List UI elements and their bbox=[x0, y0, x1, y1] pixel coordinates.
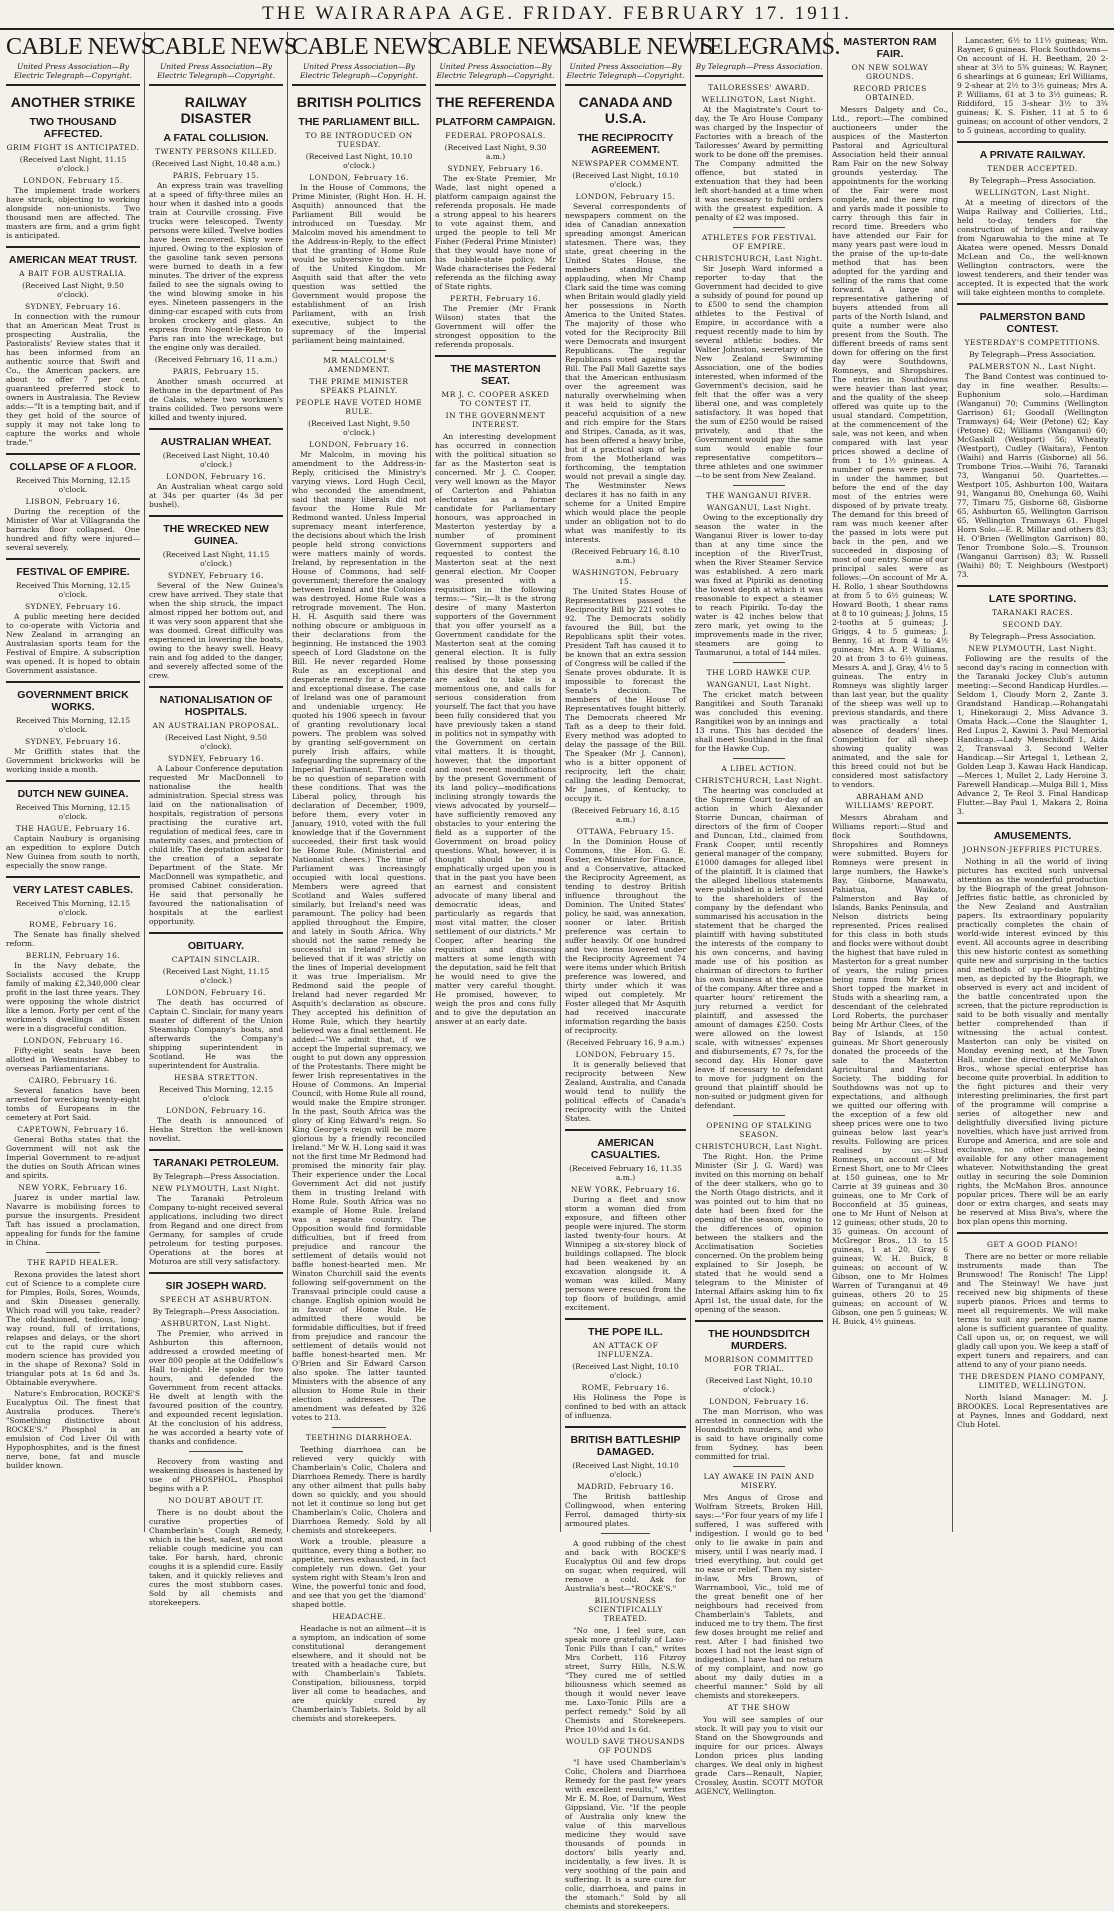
ad-body: Headache is not an ailment—it is a symptom, an indication of some constitutional derangement elsewhere, and it should not be treated with a headache cure, but with Chamberlain's Tablets. Constipation, biliousness, torpid liver all come to headaches, and are quickly cured by Chamberlain's Tablets. Sold by all chemists and storekeepers. bbox=[292, 1624, 426, 1723]
article-body: The United States House of Representatives passed the Reciprocity Bill by 221 votes to 92. The Democrats solidly favoured the Bill, but the Republicans split their votes. President Taft has caused it to be known that an extra session of Congress will be called if the Senate proves obdurate. It is impossible to forecast the Senate's decision. The members of the House of Representatives fought bitterly. The Democrats cheered Mr Taft as a deep to their fold. Every method was adopted to delay the passage of the Bill. The Speaker (Mr J. Cannon), who is a bitter opponent of reciprocity, left the chair, calling the leading Democrat, Mr James, of Kentucky, to occupy it. bbox=[565, 587, 686, 803]
article-title: THE REFERENDA bbox=[435, 94, 555, 110]
ad-title: LAY AWAKE IN PAIN AND MISERY. bbox=[703, 1472, 815, 1490]
article-subtitle: TWENTY PERSONS KILLED. bbox=[155, 147, 277, 156]
received-line: By Telegraph—Press Association. bbox=[969, 176, 1096, 185]
divider bbox=[149, 428, 283, 430]
ad-body: There is no doubt about the curative properties of Chamberlain's Cough Remedy, which is the best, safest, and most reliable cough medicine you can take. For harsh, hard, chronic coughs it is a splendid cure. Easily taken, and it quickly relieves and cures the most stubborn cases. Sold by all chemists and storekeepers. bbox=[149, 1508, 283, 1607]
article-title: FESTIVAL OF EMPIRE. bbox=[16, 566, 130, 578]
article-title: AMERICAN CASUALTIES. bbox=[590, 1137, 661, 1161]
article-title: VERY LATEST CABLES. bbox=[13, 884, 133, 896]
dateline: PARIS, February 15. bbox=[172, 367, 260, 376]
dateline: SYDNEY, February 16. bbox=[447, 164, 544, 173]
article-title: AUSTRALIAN WHEAT. bbox=[160, 436, 272, 448]
article-body: Fifty-eight seats have been allotted in Westminster Abbey to overseas Parliamentarians. bbox=[6, 1046, 140, 1073]
divider bbox=[565, 1318, 686, 1320]
received-line: Received This Morning, 12.15 o'clock. bbox=[15, 476, 131, 494]
article-body: In the Dominion House of Commons, the Hon. G. E. Foster, ex-Minister for Finance, and a Conservative, attacked the Reciprocity Agreement, as tending to destroy British influence throughout the Dominion. The United States' policy, he said, was annexation, sooner or later. British preference was certain to suffer heavily. Of one hundred and two items lowered under the Reciprocity Agreement 74 were items under which British preference was lowered, and thirty under which it was wiped out completely. Mr Foster alleged that Mr Asquith had received inaccurate information regarding the basis of reciprocity. bbox=[565, 837, 686, 1035]
dateline: LONDON, February 16. bbox=[23, 1036, 123, 1045]
article-body: The Band Contest was continued to-day in fine weather. Results:—Euphonium solo.—Hardiman (Wanganui) 70; Cummins (Wellington Garrison) 61; Goodall (Wellington Tramways) 64; Weir (Petone) 62; Kay (Petone) 62; Williams (Wanganui) 60; McGaskill (Westport) 56; Wheatly (Westport), Cudley (Waitara), Fenton (Waihi) and Harris (Gisborne) all 56. Trombone Trios.—Waihi 76, Taranaki 73, Wanganui 50. Quartettes.—Westport 105, Ashburton 100, Waitara 91, Wanganui 80, Onehunga 60, Waihi 77, Timaru 75, Gisborne 68, Gisborne 65, Ashburton 65, Wellington Garrison 65, Wellington Tramways 61. Flugel Horn Solo.—E. R. Millar and others 83; H. O'Brien (Wellington Garrison) 80. Tenor Trombone Solo.—S. Trounson (Wanganui Garrison) 83; W. Russell (Waihi) 80; T. Neighbours (Westport) 73. bbox=[957, 372, 1108, 579]
received-line: (Received Last Night, 10.48 a.m.) bbox=[151, 159, 281, 168]
column-heading: CABLE NEWS bbox=[565, 34, 713, 60]
divider bbox=[332, 1427, 386, 1428]
article-body: At the Magistrate's Court to-day, the Te Aro House Company was charged by the Inspector of Factories with a breach of the Tailoresses' Award by permitting work to be done off the premises. The Company admitted the offence, but stated in extenuation that they had been left short-handed at a time when it was necessary to fulfil orders with the greatest expedition. A penalty of £2 was imposed. bbox=[695, 105, 823, 222]
divider bbox=[6, 780, 140, 782]
received-line: By Telegraph—Press Association. bbox=[969, 350, 1096, 359]
dateline: LISBON, February 16. bbox=[25, 497, 121, 506]
article-body: The ex-State Premier, Mr Wade, last night opened a platform campaign against the referenda proposals. He made a strong appeal to his hearers to vote against them, and urged the people to tell Mr Fisher (Federal Prime Minister) that they would have none of his bubble-state policy. Mr Wade characterises the Federal referenda as the filching away of State rights. bbox=[435, 174, 557, 291]
received-line: Received This Morning, 12.15 o'clock bbox=[158, 1085, 274, 1103]
dateline: LONDON, February 15. bbox=[575, 192, 676, 201]
article-body: The man Morrison, who was arrested in connection with the Houndsditch murders, and who is said to have originally come from Sydney, has been committed for trial. bbox=[695, 1407, 823, 1461]
article-title: MASTERTON RAM FAIR. bbox=[843, 36, 937, 60]
article-body: The hearing was concluded at the Supreme Court to-day of an action in which Alexander Storrie Duncan, chairman of directors of the firm of Cooper and Duncan, Ltd., claimed from Frank Cooper, until recently general manager of the company, £1000 damages for alleged libel of the plaintiff. It is claimed that the alleged libellous statements were published in a letter issued to the shareholders of the company by the defendant who summarised his accusation in the statement that he charged the plaintiff with having substituted the interests of the company to his own concerns, and having made use of his position as chairman of directors to further his own business at the expense of the company. After three and a quarter hours' retirement the jury returned a verdict for plaintiff, and assessed the amount of damages £250. Costs were allowed on the lowest scale, with witnesses' expenses and disbursements, £7 7s, for the second day. His Honor gave leave if necessary to defendant to move for judgment on the ground that plaintiff should be non-suited or judgment given for defendant. bbox=[695, 786, 823, 1110]
dateline: PARIS, February 15. bbox=[172, 171, 260, 180]
ad-footer: THE DRESDEN PIANO COMPANY, LIMITED, WELLINGTON. bbox=[959, 1372, 1106, 1390]
divider bbox=[601, 1533, 649, 1534]
article-title: TAILORESSES' AWARD. bbox=[708, 83, 810, 92]
dateline: SYDNEY, February 16. bbox=[25, 602, 121, 611]
article-body: A Labour Conference deputation requested Mr MacDonnell to nationalise the health administration. Special stress was laid on the nationalisation of hospitals, registration of persons practising the curative art, regulation of medical fees, care in maternity cases, and protection of child life. The deputation asked for the creation of a separate Department of the State. Mr MacDonnell was sympathetic, and promised Cabinet consideration. He said that personally he favoured the nationalisation of hospitals at the earliest opportunity. bbox=[149, 764, 283, 926]
ad-body: Mrs Angus of Grose and Wolfram Streets, Broken Hill, says:—"For four years of my life I suffered, I was suffered with indigestion. I would go to bed only to lie awake in pain and misery, until I was nearly mad. I tried everything, but could get no ease or relief. Then my sister-in-law, Mrs Brown, of Warrnambool, Vic., told me of the great benefit one of her neighbours had received from Chamberlain's Tablets, and induced me to try them. The first few doses brought me relief and rest. After I had finished two boxes I had not the least sign of indigestion. I have had no return of my complaint, and now go about my daily duties in a cheerful manner." Sold by all chemists and storekeepers. bbox=[695, 1493, 823, 1700]
article-title: ATHLETES FOR FESTIVAL OF EMPIRE. bbox=[702, 233, 816, 251]
dateline: LONDON, February 16. bbox=[166, 472, 266, 481]
column-5 bbox=[561, 32, 713, 1911]
article-title: BRITISH BATTLESHIP DAMAGED. bbox=[570, 1434, 681, 1458]
article-body: In the Navy debate, the Socialists accused the Krupp family of making £2,340,000 clear profit in the last three years. They were opposing the whole district like a lemon. Forty per cent of the workmen's dwellings at Essen were in a disgraceful condition. bbox=[6, 961, 140, 1033]
divider bbox=[6, 246, 140, 248]
divider bbox=[733, 662, 784, 663]
column-heading: CABLE NEWS bbox=[6, 34, 154, 60]
ad-body: There are no better or more reliable instruments made than The Brunswood! The Ronisch! The Lipp! and The Steinway! We have just received new big shipments of these superb pianos. Prices and terms to meet all requirements. We will make terms to suit any person. The name alone is sufficient guarantee of quality. Call upon us, or, on request, we will gladly call upon you. We keep a staff of expert tuners and repairers, and can attend to any of your piano needs. bbox=[957, 1252, 1108, 1369]
article-body: The British battleship Collingwood, when entering Ferrol, damaged thirty-six armoured plates. bbox=[565, 1492, 686, 1528]
article-body: The Premier, who arrived in Ashburton this afternoon, addressed a crowded meeting of over 800 people at the Oddfellow's Hall to-night. He spoke for two hours, and defended the Government from recent attacks. He dwelt at length with the favoured position of the country, and expounded recent legislation. At the conclusion of his address, he was accorded a hearty vote of thanks and confidence. bbox=[149, 1329, 283, 1446]
received-line: Received This Morning, 12.15 o'clock. bbox=[15, 716, 131, 734]
article-body: Captain Naubury is organising an expedition to explore Dutch New Guinea from south to north, especially the snow range. bbox=[6, 834, 140, 870]
article-body: It is generally believed that reciprocity between New Zealand, Australia, and Canada would tend to nullify the political effects of Canada's reciprocity with the United States. bbox=[565, 1060, 686, 1123]
article-body: Messrs Abraham and Williams report:—Stud and flock Southdowns, Shropshires and Romneys were submitted. Buyers for Romneys were present in large numbers, the Hawke's Bay, Gisborne, Manawatu, Pahiatua, Waikato, Palmerston and Bay of Islands, Banks Peninsula, and Nelson districts being represented. Prices realised for this class in both studs and flocks were without doubt the highest that have ruled in Masterton for a great number of years, the ruling prices being rams from Mr Ernest Short topped the market in Studs with a shearling ram, a descendant of the celebrated Lord Roberts, the purchaser being Mr Arthur Clees, of the Bay of Islands, at 150 guineas. Mr Short generously donated the proceeds of the sale to the Masterton Agricultural and Pastoral Society. The bidding for Southdowns was not up to expectations, and although we quitted our offering with the exception of a few old sheep prices were one to two guineas below last year's results. Following are prices realised by us:—Stud Romneys, on account of Mr Ernest Short, one to Mr Clees at 150 guineas, one to Mr Carrie at 39 guineas and 30 guineas, one to Mr Cork of Bocconfield at 35 guineas, one to Mr Hunt of Nelson at 12 guineas; other studs, 20 to 35 guineas. On account of McGregor Bros., 13 to 15 guineas, 1 at 20, Gray 6 guineas; W. H. Buick, 8 guineas; on account of W. Gibson, one to Mr Holmes Warren of Turanganui at 49 guineas, others 20 to 25 guineas; on account of W. Gibson, one pen 5 guineas; W. H. Buick, 4½ guineas. bbox=[832, 813, 948, 1326]
ad-body: North Island Manager: M. J. BROOKES. Local Representatives are at Paynes, Innes and Goddard, next Club Hotel. bbox=[957, 1393, 1108, 1429]
ad-title: HEADACHE. bbox=[332, 1612, 386, 1621]
ad-title: WOULD SAVE THOUSANDS OF POUNDS bbox=[565, 1737, 686, 1755]
masthead bbox=[0, 0, 1114, 30]
article-body: Another smash occurred at Bethune in the department of Pas de Calais, where two workmen's trains collided. Two persons were killed and twenty injured. bbox=[149, 377, 283, 422]
article-body: Lancaster, 6½ to 11½ guineas; Wm. Rayner, 6 guineas. Flock Southdowns—On account of H. H. Beetham, 20 2-shear at 3½ to 5¾ guineas; W. Rayner, 6 shearlings at 6 guineas; Erl Williams, 9 2-shear at 2½ to 3½ guineas; Mrs A. P. Williams, 61 at 3 to 3½ guineas; R. Riddiford, 15 3-shear 3½ to 3¾ guineas; K. S. Fisher, 11 at 5 to 6 guineas; on account of other vendors, 2 to 5 guineas, according to quality. bbox=[957, 36, 1108, 135]
article-subtitle: PLATFORM CAMPAIGN. bbox=[435, 116, 556, 128]
divider bbox=[149, 1272, 283, 1274]
dateline: CAPETOWN, February 16. bbox=[17, 1125, 129, 1134]
dateline: OTTAWA, February 15. bbox=[576, 827, 675, 836]
dateline: WELLINGTON, Last Night. bbox=[701, 95, 817, 104]
article-subtitle: HESBA STRETTON. bbox=[174, 1073, 258, 1082]
article-body: An interesting development has occurred in connection with the political situation so far as the Masterton seat is concerned. Mr J. C. Cooper, very well known as the Mayor of Carterton and Pahiatua electorates as a former candidate for Parliamentary honours, was approached in Masterton yesterday by a number of prominent Government supporters and requested to contest the Masterton seat at the next general election. Mr Cooper was presented with a requisition in the following terms:— "Sir,—It is the strong desire of many Masterton supporters of the Government that you offer yourself as a Government candidate for the Masterton seat at the coming general election. It is fully realised by those possessing this desire that the step you are asked to take is a momentous one, and calls for serious consideration from yourself. The fact that you have been fully considered that you have previously taken a stand in politics not in sympathy with the Government on certain vital matters. It is thought, however, that the important and most recent modifications by the present Government of its land policy—modifications inclining strongly towards the views advocated by yourself—have sufficiently removed any obstacles to your entering the field as a supporter of the Government on broad policy questions. What, however, it is thought should be most emphatically urged upon you is that in the past you have been an earnest and consistent advocate of many liberal and democratic ideas, and particularly as regards that most vital matter, the closer settlement of our districts." Mr Cooper, after hearing the requisition and discussing matters at some length with the deputation, said he felt that he would need to give the matter very careful thought. He promised, however, to weigh the pros and cons fully and to give the deputation an answer at an early date. bbox=[435, 432, 556, 1026]
article-subtitle: THE RECIPROCITY AGREEMENT. bbox=[577, 132, 674, 156]
received-line: (Received Last Night, 10.10 o'clock.) bbox=[572, 1461, 679, 1479]
dateline: WASHINGTON, February 15. bbox=[572, 568, 679, 586]
article-title: THE LORD HAWKE CUP. bbox=[706, 668, 812, 677]
received-line: (Received Last Night, 9.30 a.m.) bbox=[444, 143, 547, 161]
article-title: COLLAPSE OF A FLOOR. bbox=[9, 461, 137, 473]
article-body: Following are the results of the second day's racing in connection with the Taranaki Jockey Club's autumn meeting:—Second Handicap Hurdles.—Seldom 1, Cloudy Morn 2, Zante 3. Grandstand Handicap.—Rohangatahi 1, Hinekoraugi 2, Miss Advance 3. Omata Hack.—Cone the Slaughter 1, Red Lupus 2, Kawini 3. Paul Memorial Handicap.—Lady Menschikoff 1, Aida 2, Transvaal 3. Second Welter Handicap.—Sir Artegal 1, Lethean 2, Golden Leap 3. Kawau Hack Handicap.—Merces 1, Mullet 2, Lady Heroine 3. Farewell Handicap.—Mulga Bill 1, Miss Advance 2, Te Reol 3. Final Handicap Flutter.—Bay Paul 1, Makara 2, Roina 3. bbox=[957, 654, 1108, 816]
divider bbox=[149, 1149, 283, 1151]
dateline: CHRISTCHURCH, Last Night. bbox=[695, 776, 823, 785]
divider bbox=[733, 758, 784, 759]
dateline: ASHBURTON, Last Night. bbox=[160, 1319, 272, 1328]
dateline: SYDNEY, February 16. bbox=[168, 754, 264, 763]
article-subtitle: SECOND DAY. bbox=[1002, 620, 1063, 629]
article-subtitle: MR MALCOLM'S AMENDMENT. bbox=[323, 356, 395, 374]
article-title: DUTCH NEW GUINEA. bbox=[17, 788, 129, 800]
article-body: General Botha states that the Government will not ask the Imperial Government to re-adjust the duties on South African wines and spirits. bbox=[6, 1135, 140, 1180]
article-subtitle: TO BE INTRODUCED ON TUESDAY. bbox=[305, 131, 413, 149]
article-subtitle: THE PRIME MINISTER SPEAKS PLAINLY. bbox=[309, 377, 409, 395]
dateline: SYDNEY, February 16. bbox=[25, 737, 121, 746]
ad-body: Recovery from wasting and weakening diseases is hastened by use of PHOSPHOL. Phosphol begins with a P. bbox=[149, 1457, 283, 1493]
byline: United Press Association—By Electric Telegraph—Copyright. bbox=[149, 62, 283, 86]
article-title: THE HOUNDSDITCH MURDERS. bbox=[708, 1328, 810, 1352]
article-body: Several correspondents of newspapers comment on the idea of Canadian annexation spreading amongst American statesmen. There was, they state, great cheering in the United States House, the members standing and applauding, when Mr Champ Clark said the time was coming when Britain would gladly yield her possessions in North America to the United States. The majority of those who voted for the Reciprocity Bill were Democrats and insurgent Republicans. The regular Republicans voted against the Bill. The Pall Mall Gazette says that the American enthusiasm over the agreement was naturally overwhelming when it was held to signify the peaceful acquisition of a new and rich empire for the Stars and Stripes. Canada, as it was, has been offered a heavy bribe, but if a practical sign of help from the Motherland was forthcoming, the temptation would not prevail a single day. The Westminster News declares it has no faith in any scheme for a United Empire which would place the people under an obligation not to do what was manifestly to its interests. bbox=[565, 202, 686, 544]
byline: United Press Association—By Electric Telegraph—Copyright. bbox=[565, 62, 686, 86]
article-title: SIR JOSEPH WARD. bbox=[165, 1280, 267, 1292]
divider bbox=[6, 876, 140, 878]
received-line: (Received Last Night, 10.10 o'clock.) bbox=[572, 1362, 679, 1380]
ad-body: A good rubbing of the chest and back with ROCKE'S Eucalyptus Oil and few drops on sugar, when required, will remove a cold. Ask for Australia's best—"ROCKE'S." bbox=[565, 1539, 686, 1593]
column-3 bbox=[288, 32, 440, 1723]
dateline: NEW YORK, February 16. bbox=[18, 1183, 128, 1192]
byline: By Telegraph—Press Association. bbox=[695, 62, 823, 77]
article-subtitle: CAPTAIN SINCLAIR. bbox=[171, 955, 261, 964]
dateline: ROME, February 16. bbox=[581, 1383, 670, 1392]
article-subtitle: AN AUSTRALIAN PROPOSAL. bbox=[152, 721, 280, 730]
column-1 bbox=[2, 32, 154, 1532]
article-body: The death has occurred of Captain C. Sinclair, for many years master of different of the Union Steamship Company's boats, and afterwards the Company's shipping superintendent in Scotland. He was the superintendent for Australia. bbox=[149, 998, 283, 1070]
article-title: LATE SPORTING. bbox=[988, 593, 1077, 605]
article-body: His Holiness the Pope is confined to bed with an attack of influenza. bbox=[565, 1393, 686, 1420]
column-2 bbox=[145, 32, 297, 1607]
dateline: ROME, February 16. bbox=[29, 920, 117, 929]
divider bbox=[149, 932, 283, 934]
divider bbox=[149, 686, 283, 688]
divider bbox=[957, 585, 1108, 587]
article-body: The implement trade workers have struck, objecting to working alongside non-unionists. Two thousand men are affected. The masters are firm, and a grim fight is anticipated. bbox=[6, 186, 140, 240]
column-6 bbox=[691, 32, 840, 1796]
byline: United Press Association—By Electric Telegraph—Copyright. bbox=[292, 62, 426, 86]
article-body: The Taranaki Petroleum Company to-night received several applications, including two direct from Regand and one direct from Germany, for samples of crude petroleum for testing purposes. Operations at the bores at Moturoa are still very satisfactory. bbox=[149, 1194, 283, 1266]
article-subtitle: A BAIT FOR AUSTRALIA. bbox=[19, 269, 127, 278]
article-body: At a meeting of directors of the Waipa Railway and Collieries, Ltd., held to-day, tenders for the construction of bridges and railway from Ngaruwahia to the mine at Te Akatea were opened. Messrs Donald McLean and Co., the well-known Wellington contractors, were the lowest tenderers, and their tender was accepted. It is expected that the work will take eighteen months to complete. bbox=[957, 198, 1108, 297]
article-body: Messrs Dalgety and Co., Ltd., report:—The combined auctioneers under the auspices of the Masterton Pastoral and Agricultural Association held their annual Ram Fair on the new Solway grounds yesterday. The appointments for the working of the Fair were most complete, and the new ring and yards made it possible to carry through this fair in record time. Breeders who have attended our Fair for many years past were loud in the praise of the up-to-date method that has been adopted for the yarding and selling of the rams that come forward. A large and representative gathering of buyers attended from all parts of the North Island, and quite a number were also present from the South. The different breeds of rams sent down for offering on the first day were Southdowns, Romneys, and Shropshires. The entries in Southdowns were heavier than last year, and the quality of the sheep offered was quite up to the usual standard. Competition, at the commencement of the sale, was not keen, and when compared with last year prices showed a decline of from 1 to 1½ guineas. A number of pens were passed in under the hammer, but before the end of the day most of the entries were disposed of by private treaty. The demand for this breed of ram was much keener after the passed in lots were put back in the pen, and we succeeded in disposing of most of our entry. Some of our principal sales were as follows:—On account of Mr A. H. Rollo, 1 shear Southdowns at from 5 to 6½ guineas; W. Howard Booth, 1 shear rams at 8 to 10 guineas; J. Johns, 15 2-tooths at 5 guineas; J. Griggs, 4 to 5 guineas; J. Benny, 16 at from 4 to 4½ guineas; Mrs A. P. Williams, 20 at from 3 to 6½ guineas. Messrs A. and J. Gray, 4½ to 5 guineas. The entry in Romneys was slightly larger than last year, but the quality of the sheep was well up to previous standards, and there was practically a total absence of deaders' lines. Competition for all sheep showing quality was animated, and the sale for this breed could not but be considered most satisfactory to vendors. bbox=[832, 105, 948, 789]
dateline: LONDON, February 16. bbox=[309, 173, 409, 182]
received-line: (Received Last Night, 10.10 o'clock.) bbox=[572, 171, 679, 189]
divider bbox=[733, 1115, 784, 1116]
received-line: Received This Morning, 12.15 o'clock. bbox=[15, 899, 131, 917]
article-body: The cricket match between Rangitikei and South Taranaki was concluded this evening. Rangitikei won by an innings and 13 runs. This has decided the shall meet Southland in the final for the Hawke Cup. bbox=[695, 690, 823, 753]
received-line: (Received Last Night, 10.40 o'clock.) bbox=[162, 451, 270, 469]
received-line: (Received Last Night, 11.15 o'clock.) bbox=[162, 967, 270, 985]
column-4 bbox=[431, 32, 583, 1532]
dateline: LONDON, February 16. bbox=[166, 988, 266, 997]
dateline: LONDON, February 16. bbox=[309, 440, 409, 449]
column-heading: TELEGRAMS. bbox=[695, 34, 840, 60]
received-line: Received This Morning, 12.15 o'clock. bbox=[15, 803, 131, 821]
article-title: AMUSEMENTS. bbox=[993, 830, 1072, 842]
article-title: NATIONALISATION OF HOSPITALS. bbox=[159, 694, 273, 718]
article-body: The Senate has finally shelved reform. bbox=[6, 930, 140, 948]
article-subtitle: RECORD PRICES OBTAINED. bbox=[853, 84, 927, 102]
dateline: LONDON, February 15. bbox=[575, 1050, 676, 1059]
ad-body: "I have used Chamberlain's Colic, Cholera and Diarrhoea Remedy for the past few years with excellent results," writes Mr E. M. Roe, of Darnum, West Gippsland, Vic. "If the people of Australia only knew the value of this marvellous medicine they would save thousands of pounds in doctors' bills yearly and, incidentally, a few lives. It is very soothing of the pain and suffering. It is a sure cure for colic, diarrhoea, and pains in the stomach." Sold by all chemists and storekeepers. bbox=[565, 1758, 686, 1911]
article-subtitle: TARANAKI RACES. bbox=[991, 608, 1074, 617]
article-title: ABRAHAM AND WILLIAMS' REPORT. bbox=[845, 792, 935, 810]
article-subtitle: THE PARLIAMENT BILL. bbox=[298, 116, 420, 128]
article-title: ANOTHER STRIKE bbox=[10, 94, 136, 110]
dateline: CAIRO, February 16. bbox=[28, 1076, 118, 1085]
received-line: By Telegraph—Press Association. bbox=[152, 1172, 280, 1181]
divider bbox=[332, 350, 386, 351]
column-heading: CABLE NEWS bbox=[292, 34, 440, 60]
divider bbox=[435, 355, 556, 357]
divider bbox=[189, 1451, 243, 1452]
dateline: NEW PLYMOUTH, Last Night. bbox=[151, 1184, 281, 1193]
divider bbox=[565, 1129, 686, 1131]
ad-body: Rexona provides the latest short cut of Science to a complete cure for Pimples, Boils, Sores, Wounds, and Skin Diseases generally. Which road will you take, reader? The old-fashioned, tedious, long-way round, full of irritations, relapses and delays, or the short cut to the rapid cure which modern science has provided you in the shape of Rexona? Sold in triangular pots at 1s 6d and 3s. Obtainable everywhere. bbox=[6, 1270, 140, 1387]
article-subtitle: SPEECH AT ASHBURTON. bbox=[159, 1295, 273, 1304]
received-line: (Received Last Night, 9.50 o'clock). bbox=[22, 281, 124, 299]
article-title: THE POPE ILL. bbox=[588, 1326, 663, 1338]
ad-title: GET A GOOD PIANO! bbox=[987, 1240, 1078, 1249]
masthead-title: THE WAIRARAPA AGE. FRIDAY. FEBRUARY 17. 1911. bbox=[262, 3, 852, 24]
article-subtitle: ON NEW SOLWAY GROUNDS. bbox=[851, 63, 929, 81]
dateline: LONDON, February 16. bbox=[166, 1106, 266, 1115]
ad-title: TEETHING DIARRHOEA. bbox=[305, 1433, 413, 1442]
divider bbox=[957, 1232, 1108, 1234]
ad-body: You will see samples of our stock. It will pay you to visit our Stand on the Showgrounds and inquire for our prices. Always London prices plus landing charges. We deal only in highest grade Cars—Renault, Napier, Crossley, Austin. SCOTT MOTOR AGENCY, Wellington. bbox=[695, 1715, 823, 1796]
divider bbox=[46, 1252, 100, 1253]
ad-body: Nature's Embrocation, ROCKE'S Eucalyptus Oil. The finest that Australia produces. There's "Something distinctive about ROCKE'S." Phosphol is an emulsion of Cod Liver Oil with Hypophosphites, and is the finest nerve, bone, fat and muscle builder known. bbox=[6, 1389, 140, 1470]
received-line: (Received Last Night, 9.50 o'clock.) bbox=[308, 419, 410, 437]
ad-title: THE RAPID HEALER. bbox=[27, 1258, 119, 1267]
dateline: SYDNEY, February 16. bbox=[25, 302, 121, 311]
article-body: During the reception of the Minister of War at Villagranda the barracks floor collapsed. One hundred and fifty were injured—several severely. bbox=[6, 507, 140, 552]
article-subtitle: YESTERDAY'S COMPETITIONS. bbox=[964, 338, 1101, 347]
divider bbox=[733, 227, 784, 228]
article-title: A LIBEL ACTION. bbox=[721, 764, 797, 773]
article-subtitle: AN ATTACK OF INFLUENZA. bbox=[592, 1341, 659, 1359]
divider bbox=[6, 681, 140, 683]
newspaper-columns bbox=[2, 32, 1112, 1911]
byline: United Press Association—By Electric Telegraph—Copyright. bbox=[435, 62, 556, 86]
article-title: GOVERNMENT BRICK WORKS. bbox=[17, 689, 129, 713]
dateline: PALMERSTON N., Last Night. bbox=[968, 362, 1097, 371]
article-subtitle: MORRISON COMMITTED FOR TRIAL. bbox=[704, 1355, 814, 1373]
article-title: CANADA AND U.S.A. bbox=[578, 94, 673, 126]
article-body: The Premier (Mr Frank Wilson) states that the Government will offer the strongest opposition to the referenda proposals. bbox=[435, 304, 556, 349]
column-heading: CABLE NEWS bbox=[149, 34, 297, 60]
article-body: The Right. Hon. the Prime Minister (Sir J. G. Ward) was invited on this morning on behalf of the deer stalkers, who go to the North Otago districts, and it was pointed out to him that no date had been fixed for the opening of the season, owing to the differences of opinion between the stalkers and the Acclimatisation Societies concerned. On the problem being explained to Sir Joseph, he stated that he would send a telegram to the Minister of Internal Affairs asking him to fix April 1st, the usual date, for the opening of the season. bbox=[695, 1152, 823, 1314]
article-title: OBITUARY. bbox=[187, 940, 245, 952]
dateline: CHRISTCHURCH, Last Night. bbox=[695, 254, 823, 263]
article-body: Mr Griffith states that the Government brickworks will be working inside a month. bbox=[6, 747, 140, 774]
article-title: BRITISH POLITICS bbox=[296, 94, 422, 110]
article-body: Juarez is under martial law. Navarre is mobilising forces to pursue the insurgents. President Taft has issued a proclamation, appealing for funds for the famine in China. bbox=[6, 1193, 140, 1247]
ad-title: BILIOUSNESS SCIENTIFICALLY TREATED. bbox=[588, 1596, 663, 1623]
article-body: During a fleet and snow storm a woman died from exposure, and fifteen other people were injured. The storm lasted twenty-four hours. At Winnipeg a six-storey block of buildings collapsed. The block had been weakened by an excavation alongside it. A woman was killed. Many persons were rescued from the top floors of buildings, amid excitement. bbox=[565, 1195, 686, 1312]
article-subtitle: TENDER ACCEPTED. bbox=[987, 164, 1078, 173]
dateline: MADRID, February 16. bbox=[576, 1482, 675, 1491]
article-body: In connection with the rumour that an American Meat Trust is prospecting Australia, the Pastoralists' Review states that it has been informed from an authentic source that Swift and Co., the American packers, are about to offer 7 per cent. guaranteed preferred stock to owners in Australasia. The Review adds:—"It is a tempting bait, and if they get hold of the source of supply it may not take long to capture the works and whole trade." bbox=[6, 312, 140, 447]
article-subtitle: JOHNSON-JEFFRIES PICTURES. bbox=[962, 845, 1103, 854]
dateline: WELLINGTON, Last Night. bbox=[975, 188, 1090, 197]
article-body: A public meeting here decided to co-operate with Victoria and New Zealand in arranging an Australasian sports team for the Festival of Empire. A subscription was opened. It is hoped to obtain Government assistance. bbox=[6, 612, 140, 675]
received-line: (Received Last Night, 11.15 o'clock.) bbox=[162, 550, 270, 568]
column-8 bbox=[953, 32, 1112, 1532]
article-body: An express train was travelling at a speed of fifty-three miles an hour when it dashed into a goods train at Courville crossing. Five trucks were telescoped. Twenty persons were killed. Twelve bodies have been recovered. Sixty were injured. Owing to the explosion of the gasoline tank seven persons were burned to death in a few minutes. The driver of the express failed to see the signals owing to the wind blowing smoke in his eyes. Nineteen passengers in the dining-car escaped with cuts from broken crockery and glass. An express from Nogent-le-Retron to Paris ran into the wreckage, but the engine only was derailed. bbox=[149, 181, 283, 352]
received-line: (Received Last Night, 11.15 o'clock.) bbox=[19, 155, 127, 173]
article-subtitle: NEWSPAPER COMMENT. bbox=[571, 159, 680, 168]
article-subtitle: PEOPLE HAVE VOTED HOME RULE. bbox=[295, 398, 423, 416]
divider bbox=[149, 515, 283, 517]
article-subtitle: A FATAL COLLISION. bbox=[163, 132, 269, 144]
article-body: In the House of Commons, the Prime Minister, (Right Hon. H. H. Asquith) announced that the Parliament Bill would be introduced on Tuesday. Mr Malcolm moved his amendment to the Address-in-Reply, to the effect that the granting of Home Rule would be subversive to the union of the United Kingdom. Mr Asquith said that after the veto question was settled the Government would propose the establishment of an Irish Parliament, with an Irish executive, subject to the supremacy of the Imperial parliament being maintained. bbox=[292, 183, 426, 345]
dateline: WANGANUI, Last Night. bbox=[706, 680, 812, 689]
divider bbox=[957, 303, 1108, 305]
article-body: Mr Malcolm, in moving his amendment to the Address-in-Reply, criticised the Ministry's varying views. Lord Hugh Cecil, who seconded the amendment, said that many liberals did not favour the Home Rule Mr Redmond wanted. Unless Imperial supremacy meant interference, the decisions about which the Irish people held strong convictions were matters mainly of words. Ireland, by representation in the House of Commons, had self-government; therefore the analogy between Ireland and the Colonies was destroyed. Home Rule was a retrograde movement. The Hon. H. H. Asquith said there was nothing obscure or ambiguous in their declarations from the beginning. He instanced the 1903 speech of Lord Gladstone on the Bill. He never regarded Home Rule as an exceptional and desperate remedy for a desperate and exceptional disease. The case of Ireland was one of paramount and undeniable urgency. He quoted his 1906 speech in favour of granting revolutionary local powers. The problem was solved by granting self-government on purely Irish affairs, while safeguarding the supremacy of the Imperial Parliament. There could be no question of separation with these conditions. That was the Liberal policy, through his declaration of December, 1909, before them, every voter in January, 1910, voted with the full knowledge that if the Government succeeded, their first task would be Home Rule. (Ministerial and Nationalist cheers.) The time of Parliament was increasingly occupied with local questions. Members were agreed that Scotland and Wales suffered similarly, but Ireland's need was paramount. The policy had been applied throughout the Empire, and lately in South Africa. Why should not the same remedy be successful in Ireland? He also believed that if it was strictly on the lines of Imperial development it was true Imperialism. Mr Redmond said the people of Ireland had never regarded Mr Asquith's declaration as obscure. They accepted his definition of Home Rule, which they heartily believed was a final settlement. He added:—"We admit that, if we accept the Imperial supremacy, we ought to put down any oppression of the Protestants. There might be fewer Irish representatives in the House of Commons. An Imperial Council, with Home Rule all round, would make the Empire stronger. In the past, South Africa was the glory of King Edward's reign. So King George's reign will be more glorious by a friendly reconciled Ireland." Mr W. H. Long said it was not the first time Mr Redmond had promised the minority fair play. Their experience under the Local Government Act did not justify them in trusting Ireland with Home Rule. South Africa was no example of Home Rule. Ireland was a separate country. The Opposition would find formidable difficulties, but if freed from prejudice and rancour the settlement of details would not baffle honest-hearted men. Mr Winston Churchill said the events following self-government on the Transvaal principle could cause a change. English opinion would be in favour of Home Rule. He admitted there would be formidable difficulties, but if freed from prejudice and rancour the settlement of details would not baffle honest-hearted men. Mr O'Brien and Sir Edward Carson also spoke. The latter taunted Ministers with the absence of any allusion to Home Rule in their election addresses. The amendment was defeated by 326 votes to 213. bbox=[292, 450, 427, 1422]
article-body: Sir Joseph Ward informed a reporter to-day that the Government had decided to give a subsidy of pound for pound up to £500 to send the champion athletes to the Festival of Empire, in accordance with a request recently made to him by several athletic bodies. Mr Walter Johnston, secretary of the New Zealand Swimming Association, one of the bodies interested, when informed of the Government's decision, said he felt that the offer was a very liberal one, and was completely satisfactory. It was hoped that the sum of £250 would be raised privately, and that the Government would pay the same sum would enable four representative competitors—three athletes and one swimmer—to be sent from New Zealand. bbox=[695, 264, 823, 480]
article-body: Several of the New Guinea's crew have arrived. They state that when the ship struck, the impact almost ripped her bottom out, and it was very soon apparent that she was doomed. Great difficulty was experienced in lowering the boats, owing to the heavy swell. Heavy rain and fog added to the danger, and severely affected some of the crew. bbox=[149, 581, 283, 680]
article-title: AMERICAN MEAT TRUST. bbox=[8, 254, 138, 266]
received-line: (Received Last Night, 10.10 o'clock.) bbox=[305, 152, 413, 170]
divider bbox=[565, 1426, 686, 1428]
divider bbox=[957, 822, 1108, 824]
article-subtitle: MR J. C. COOPER ASKED TO CONTEST IT. bbox=[441, 390, 550, 408]
divider bbox=[957, 141, 1108, 143]
received-line: (Received February 16, 11 a.m.) bbox=[154, 355, 278, 364]
received-line: (Received February 16, 9 a.m.) bbox=[566, 1038, 685, 1047]
dateline: PERTH, February 16. bbox=[450, 294, 541, 303]
ad-body: "No one, I feel sure, can speak more gratefully of Laxo-Tonic Pills than I can," writes Mrs Corbett, 116 Fitzroy street, Surry Hills, N.S.W. "They cured me of settled biliousness which seemed as though it would never leave me. Laxo-Tonic Pills are a perfect remedy." Sold by all Chemists and Storekeepers. Price 10½d and 1s 6d. bbox=[565, 1626, 686, 1734]
article-title: PALMERSTON BAND CONTEST. bbox=[979, 311, 1086, 335]
article-body: An Australian wheat cargo sold at 34s per quarter (4s 3d per bushel). bbox=[149, 482, 283, 509]
divider bbox=[6, 453, 140, 455]
article-title: OPENING OF STALKING SEASON. bbox=[706, 1121, 812, 1139]
divider bbox=[6, 558, 140, 560]
column-heading: CABLE NEWS bbox=[435, 34, 583, 60]
article-subtitle: FEDERAL PROPOSALS. bbox=[445, 131, 546, 140]
article-subtitle: IN THE GOVERNMENT INTEREST. bbox=[445, 411, 546, 429]
dateline: THE HAGUE, February 16. bbox=[15, 824, 131, 833]
dateline: LONDON, February 16. bbox=[709, 1397, 809, 1406]
article-body: Owing to the exceptionally dry season the water in the Wanganui River is lower to-day than at any time since the inception of the RiverTrust, when the River Steamer Service was established. A zero mark was fixed at Pipiriki as denoting the lowest depth at which it was reasonable to expect a steamer to reach Pipiriki. To-day the water is 42 inches below that zero mark, yet owing to the improvements made in the river, steamers are going to Taumarunui, a total of 144 miles. bbox=[695, 513, 823, 657]
dateline: WANGANUI, Last Night. bbox=[706, 503, 812, 512]
ad-body: Teething diarrhoea can be relieved very quickly with Chamberlain's Colic, Cholera and Diarrhoea Remedy. There is hardly any other ailment that pulls baby down so quickly, and you should not let it continue so long but get Chamberlain's Colic, Cholera and Diarrhoea Remedy. Sold by all chemists and storekeepers. bbox=[292, 1445, 426, 1535]
dateline: LONDON, February 15. bbox=[23, 176, 123, 185]
dateline: NEW YORK, February 16. bbox=[570, 1185, 681, 1194]
article-body: The death is announced of Hesba Stretton the well-known novelist. bbox=[149, 1116, 283, 1143]
received-line: (Received Last Night, 9.50 o'clock). bbox=[165, 733, 267, 751]
received-line: (Received February 16, 8.15 a.m.) bbox=[571, 806, 680, 824]
article-title: THE MASTERTON SEAT. bbox=[450, 363, 541, 387]
dateline: NEW PLYMOUTH, Last Night. bbox=[968, 644, 1097, 653]
received-line: (Received February 16, 11.35 a.m.) bbox=[569, 1164, 682, 1182]
received-line: (Received Last Night, 10.10 o'clock.) bbox=[705, 1376, 813, 1394]
article-body: Several fanatics have been arrested for wrecking twenty-eight tombs of Europeans in the cemetery at Port Said. bbox=[6, 1086, 140, 1122]
received-line: Received This Morning, 12.15 o'clock. bbox=[15, 581, 131, 599]
dateline: SYDNEY, February 16. bbox=[168, 571, 264, 580]
byline: United Press Association—By Electric Telegraph—Copyright. bbox=[6, 62, 140, 86]
article-body: Nothing in all the world of living pictures has excited such universal attention as the wonderful production by the Biograph of the great Johnson-Jeffries fistic battle, as chronicled by the New Zealand and Australian papers. Its extraordinary popularity practically completes the chain of world-wide interest evinced by this event. All accounts agree in describing this new historic contest as something quite new and surprising in the tactics and methods of up-to-date fighting men, as depicted by the Biograph, we observed is every act and incident of the battle concentrated upon the screen, that the picture reproduction is said to be both visually and mentally better comprehended than if witnessing the actual contest. Masterton can only be visited on Monday evening next, at the Town Hall, under the direction of McMahon Bros., whose special enterprise has become quite proverbial. In addition to the fight pictures and their very interesting preliminaries, the first part of the programme will comprise a series of altogether new and delightfully diversified living picture novelties, which have just arrived from Europe and America, and are sole and exclusive, no other circus being available for any other management whatever. Notwithstanding the great outlay in securing the sole Dominion rights, the McMahon Bros. announce popular prices. There will be an early door or extra charges, and seats may be reserved at Miss Biva's, where the box plan opens this morning. bbox=[957, 857, 1108, 1226]
ad-title: AT THE SHOW bbox=[727, 1703, 791, 1712]
divider bbox=[733, 1466, 784, 1467]
ad-title: NO DOUBT ABOUT IT. bbox=[168, 1496, 264, 1505]
article-subtitle: TWO THOUSAND AFFECTED. bbox=[29, 116, 117, 140]
divider bbox=[695, 1320, 823, 1322]
divider bbox=[733, 485, 784, 486]
received-line: By Telegraph—Press Association. bbox=[969, 632, 1096, 641]
dateline: BERLIN, February 16. bbox=[25, 951, 121, 960]
article-title: THE WANGANUI RIVER. bbox=[706, 491, 812, 500]
received-line: By Telegraph—Press Association. bbox=[152, 1307, 280, 1316]
article-title: A PRIVATE RAILWAY. bbox=[979, 149, 1086, 161]
article-title: THE WRECKED NEW GUINEA. bbox=[163, 523, 269, 547]
dateline: CHRISTCHURCH, Last Night. bbox=[695, 1142, 823, 1151]
article-title: RAILWAY DISASTER bbox=[180, 94, 252, 126]
received-line: (Received February 16, 8.10 a.m.) bbox=[571, 547, 680, 565]
article-title: TARANAKI PETROLEUM. bbox=[153, 1157, 279, 1169]
article-subtitle: GRIM FIGHT IS ANTICIPATED. bbox=[6, 143, 140, 152]
ad-body: Work a trouble, pleasure a quittance, every thing a bother, no appetite, nerves exhausted, in fact completely run down. Get your system right with Steam's Iron and Wine, the powerful tonic and food, and see that you get the 'diamond' shaped bottle. bbox=[292, 1537, 426, 1609]
column-7 bbox=[828, 32, 953, 1532]
